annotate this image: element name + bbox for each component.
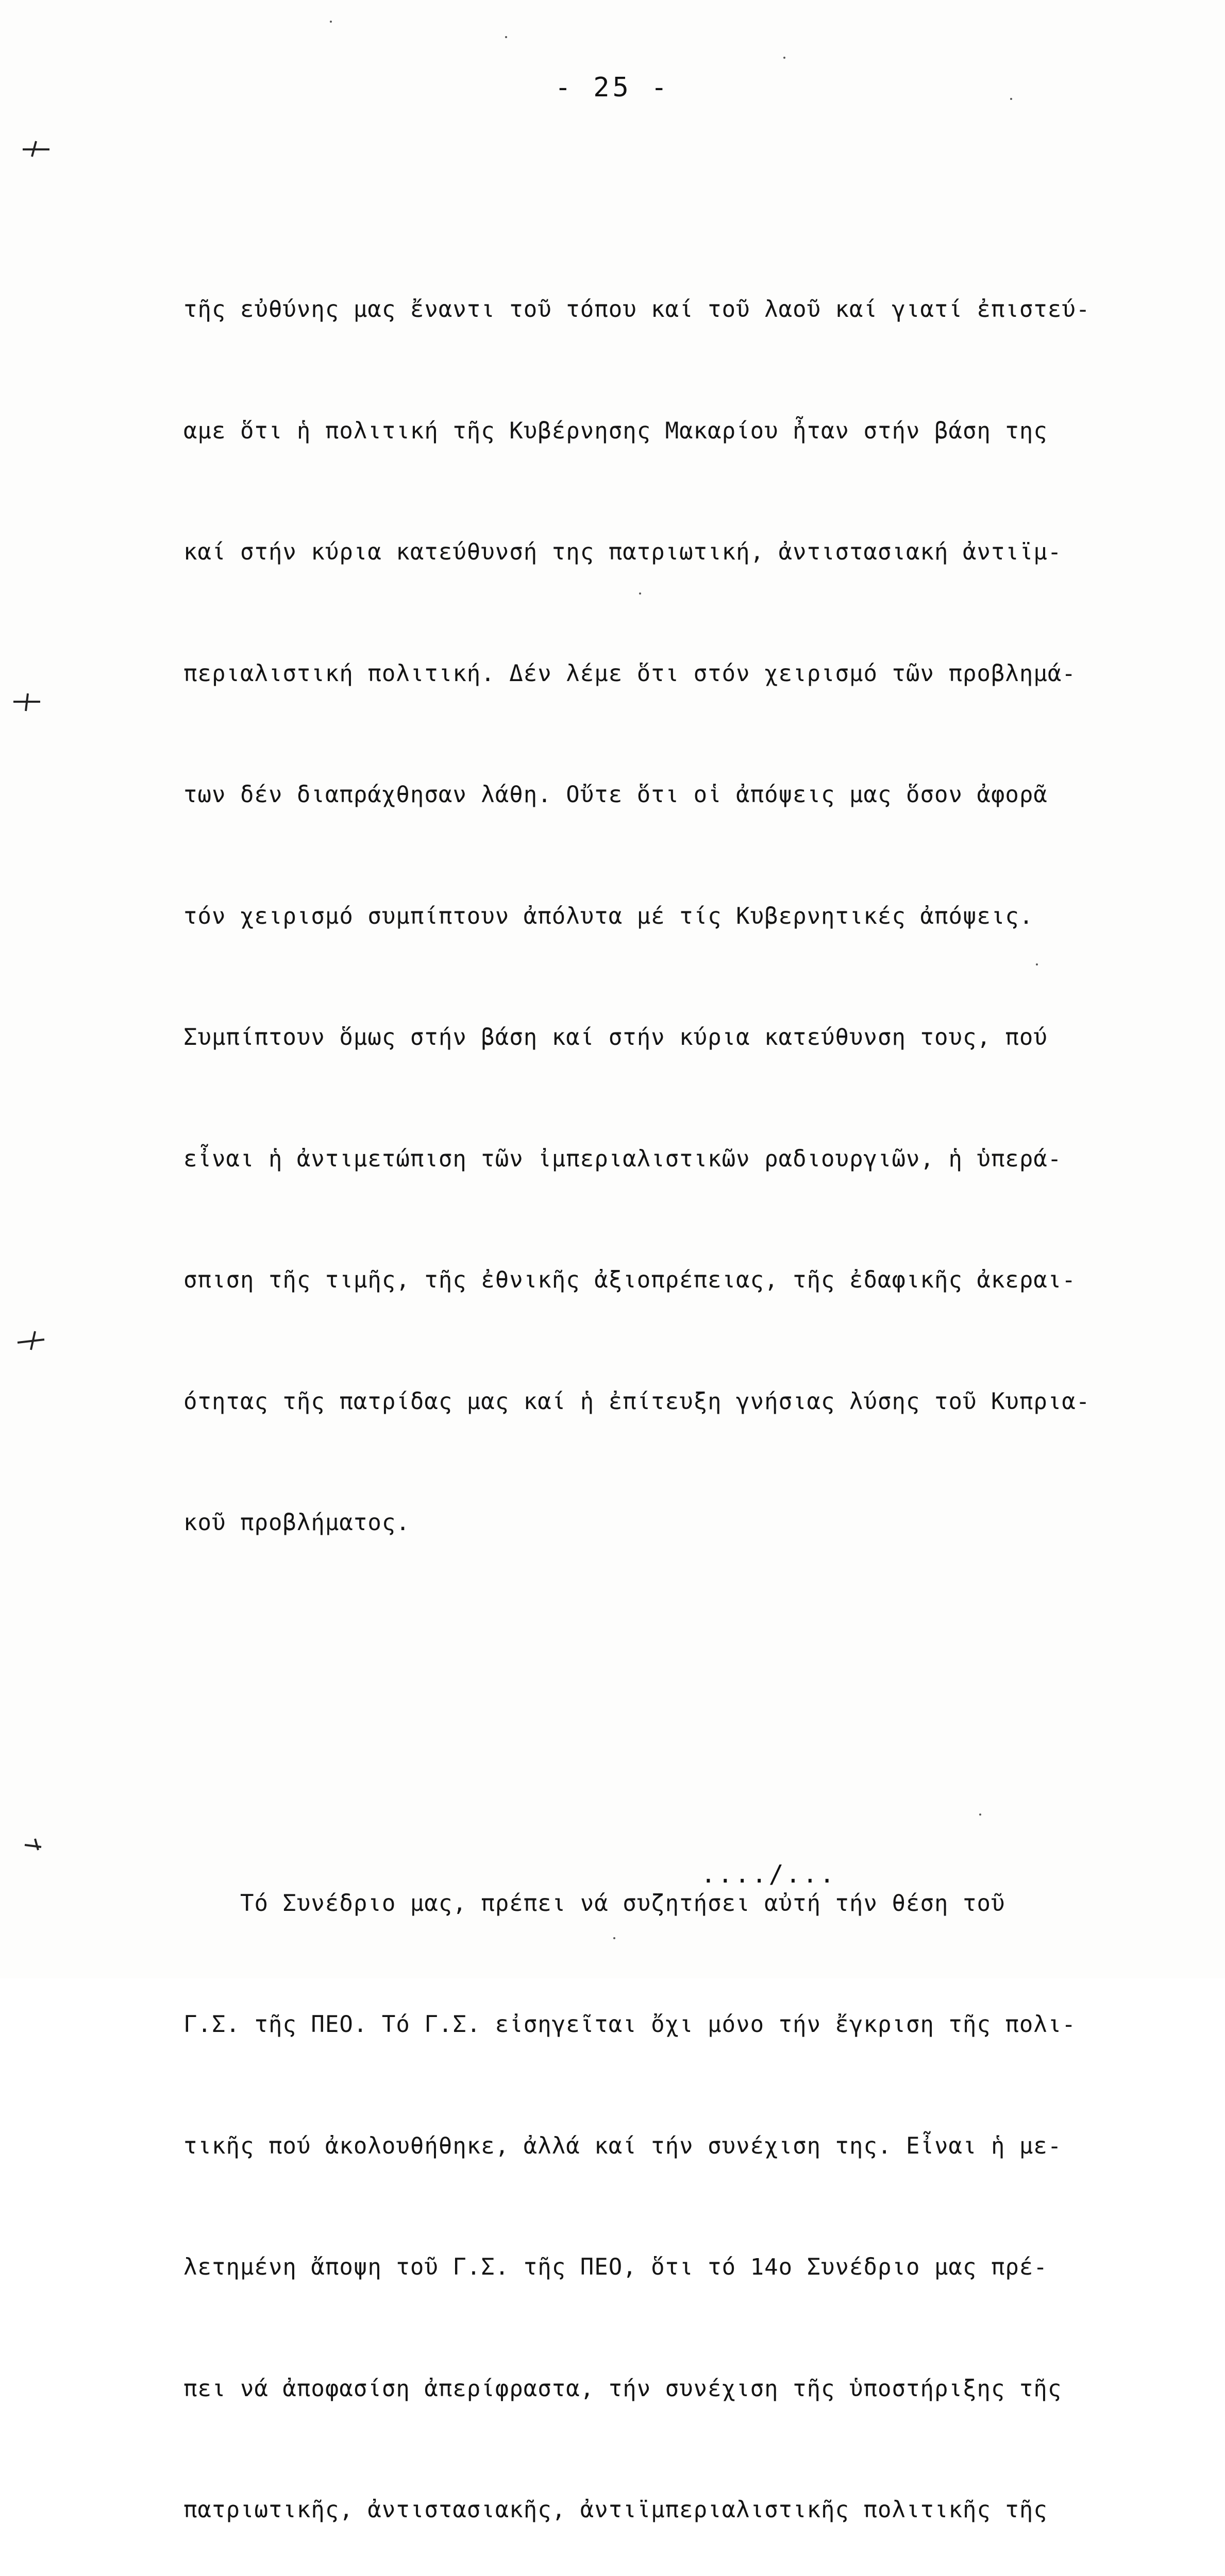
- text-line: καί στήν κύρια κατεύθυνσή της πατριωτική, ἀντιστασιακή ἀντιϊμ-: [183, 532, 1070, 573]
- paragraph-2: [183, 1803, 1070, 2576]
- text-line: των δέν διαπράχθησαν λάθη. Οὔτε ὅτι οἱ ἀπόψεις μας ὅσον ἀφορᾶ: [183, 775, 1070, 816]
- text-line: τικῆς πού ἀκολουθήθηκε, ἀλλά καί τήν συνέχιση της. Εἶναι ἡ με-: [183, 2126, 1070, 2167]
- margin-tick-mark: [21, 137, 52, 163]
- text-line: ότητας τῆς πατρίδας μας καί ἡ ἐπίτευξη γνήσιας λύσης τοῦ Κυπρια-: [183, 1382, 1070, 1422]
- text-line: Γ.Σ. τῆς ΠΕΟ. Τό Γ.Σ. εἰσηγεῖται ὄχι μόνο τήν ἔγκριση τῆς πολι-: [183, 2005, 1070, 2045]
- text-line: σπιση τῆς τιμῆς, τῆς ἐθνικῆς ἀξιοπρέπειας, τῆς ἐδαφικῆς ἀκεραι-: [183, 1260, 1070, 1301]
- text-line: πει νά ἀποφασίση ἀπερίφραστα, τήν συνέχιση τῆς ὑποστήριξης τῆς: [183, 2369, 1070, 2410]
- text-line: εἶναι ἡ ἀντιμετώπιση τῶν ἰμπεριαλιστικῶν ραδιουργιῶν, ἡ ὑπερά-: [183, 1139, 1070, 1180]
- margin-tick-mark: [23, 1835, 43, 1856]
- continuation-mark: ..../...: [701, 1860, 836, 1889]
- margin-tick-mark: [11, 690, 42, 718]
- scan-speck: [613, 1937, 615, 1939]
- page-number: - 25 -: [0, 72, 1225, 103]
- text-line: Συμπίπτουν ὅμως στήν βάση καί στήν κύρια κατεύθυνση τους, πού: [183, 1018, 1070, 1058]
- paragraph-gap: [183, 1705, 1070, 1722]
- text-line: Τό Συνέδριο μας, πρέπει νά συζητήσει αὐτή τήν θέση τοῦ: [183, 1884, 1070, 1924]
- scan-speck: [979, 1814, 981, 1816]
- text-line: τῆς εὐθύνης μας ἔναντι τοῦ τόπου καί τοῦ λαοῦ καί γιατί ἐπιστεύ-: [183, 290, 1070, 330]
- text-line: περιαλιστική πολιτική. Δέν λέμε ὅτι στόν χειρισμό τῶν προβλημά-: [183, 654, 1070, 694]
- text-line: πατριωτικῆς, ἀντιστασιακῆς, ἀντιϊμπεριαλιστικῆς πολιτικῆς τῆς: [183, 2490, 1070, 2531]
- scan-speck: [639, 592, 641, 595]
- text-line: αμε ὅτι ἡ πολιτική τῆς Κυβέρνησης Μακαρίου ἦταν στήν βάση της: [183, 411, 1070, 452]
- scan-speck: [783, 57, 785, 59]
- text-line: λετημένη ἄποψη τοῦ Γ.Σ. τῆς ΠΕΟ, ὅτι τό 14ο Συνέδριο μας πρέ-: [183, 2247, 1070, 2288]
- document-body: [183, 128, 1070, 2576]
- text-line: τόν χειρισμό συμπίπτουν ἀπόλυτα μέ τίς Κυβερνητικές ἀπόψεις.: [183, 896, 1070, 937]
- margin-tick-mark: [15, 1329, 46, 1357]
- paragraph-1: [183, 209, 1070, 1624]
- scan-speck: [1010, 98, 1012, 100]
- scan-speck: [505, 36, 507, 38]
- scan-speck: [330, 21, 332, 23]
- scan-speck: [1036, 963, 1038, 965]
- text-line: κοῦ προβλήματος.: [183, 1503, 1070, 1544]
